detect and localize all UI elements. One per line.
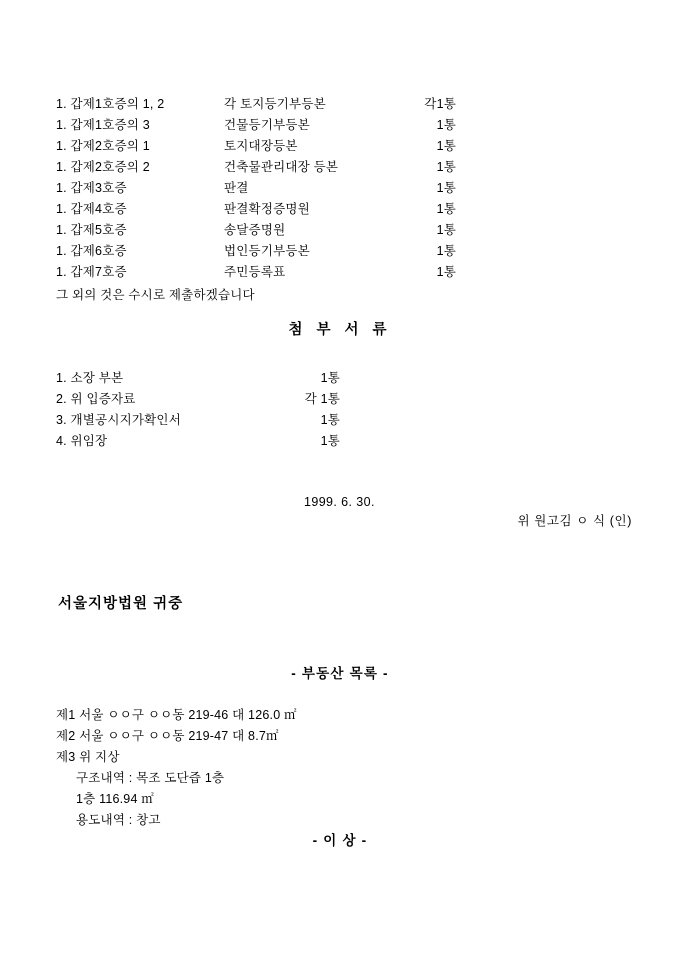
property-row: 제3 위 지상 <box>56 750 120 764</box>
attachment-label: 2. 위 입증자료 <box>56 392 136 406</box>
evidence-row <box>56 157 456 178</box>
attachment-label: 3. 개별공시지가확인서 <box>56 413 181 427</box>
evidence-label: 1. 갑제4호증 <box>56 202 127 216</box>
evidence-label: 1. 갑제6호증 <box>56 244 127 258</box>
evidence-document: 송달증명원 <box>224 223 286 237</box>
attachment-count: 1통 <box>320 413 340 427</box>
evidence-count: 각1통 <box>424 97 456 111</box>
evidence-document: 주민등록표 <box>224 265 286 279</box>
evidence-row <box>56 262 456 283</box>
document-date: 1999. 6. 30. <box>304 495 375 509</box>
signature-line: 위 원고김 ㅇ 식 (인) <box>517 514 632 528</box>
attachment-row <box>56 389 396 410</box>
evidence-note: 그 외의 것은 수시로 제출하겠습니다 <box>56 288 255 302</box>
evidence-document: 법인등기부등본 <box>224 244 310 258</box>
property-row: 제2 서울 ㅇㅇ구 ㅇㅇ동 219-47 대 8.7㎡ <box>56 729 279 743</box>
attachment-count: 1통 <box>320 371 340 385</box>
evidence-label: 1. 갑제3호증 <box>56 181 127 195</box>
evidence-row <box>56 220 456 241</box>
evidence-row <box>56 178 456 199</box>
evidence-row <box>56 115 456 136</box>
evidence-count: 1통 <box>436 139 456 153</box>
evidence-label: 1. 갑제7호증 <box>56 265 127 279</box>
evidence-label: 1. 갑제1호증의 3 <box>56 118 150 132</box>
attachment-list <box>56 368 396 452</box>
attachment-count: 1통 <box>320 434 340 448</box>
evidence-row <box>56 136 456 157</box>
evidence-label: 1. 갑제2호증의 2 <box>56 160 150 174</box>
property-row: 1층 116.94 ㎡ <box>76 792 154 806</box>
attachment-row <box>56 368 396 389</box>
evidence-row <box>56 94 456 115</box>
evidence-document: 토지대장등본 <box>224 139 298 153</box>
court-name: 서울지방법원 귀중 <box>58 596 184 612</box>
evidence-label: 1. 갑제2호증의 1 <box>56 139 150 153</box>
evidence-count: 1통 <box>436 265 456 279</box>
attachment-row <box>56 410 396 431</box>
attachment-label: 1. 소장 부본 <box>56 371 124 385</box>
property-row: 용도내역 : 창고 <box>76 813 161 827</box>
attachment-heading: 첨 부 서 류 <box>288 322 392 338</box>
evidence-row <box>56 241 456 262</box>
evidence-document: 판결 <box>224 181 249 195</box>
evidence-label: 1. 갑제1호증의 1, 2 <box>56 97 165 111</box>
evidence-count: 1통 <box>436 244 456 258</box>
evidence-list <box>56 94 456 303</box>
attachment-count: 각 1통 <box>304 392 340 406</box>
document-ending: - 이 상 - <box>312 833 368 848</box>
property-list-heading: - 부동산 목록 - <box>291 666 389 681</box>
attachment-label: 4. 위임장 <box>56 434 108 448</box>
evidence-row <box>56 199 456 220</box>
evidence-count: 1통 <box>436 181 456 195</box>
evidence-count: 1통 <box>436 223 456 237</box>
attachment-row <box>56 431 396 452</box>
evidence-document: 판결확정증명원 <box>224 202 310 216</box>
evidence-document: 각 토지등기부등본 <box>224 97 326 111</box>
property-list <box>56 705 476 831</box>
property-row: 구조내역 : 목조 도단즙 1층 <box>76 771 225 785</box>
evidence-count: 1통 <box>436 202 456 216</box>
evidence-document: 건물등기부등본 <box>224 118 310 132</box>
evidence-count: 1통 <box>436 160 456 174</box>
evidence-count: 1통 <box>436 118 456 132</box>
evidence-document: 건축물관리대장 등본 <box>224 160 339 174</box>
evidence-label: 1. 갑제5호증 <box>56 223 127 237</box>
property-row: 제1 서울 ㅇㅇ구 ㅇㅇ동 219-46 대 126.0 ㎡ <box>56 708 297 722</box>
